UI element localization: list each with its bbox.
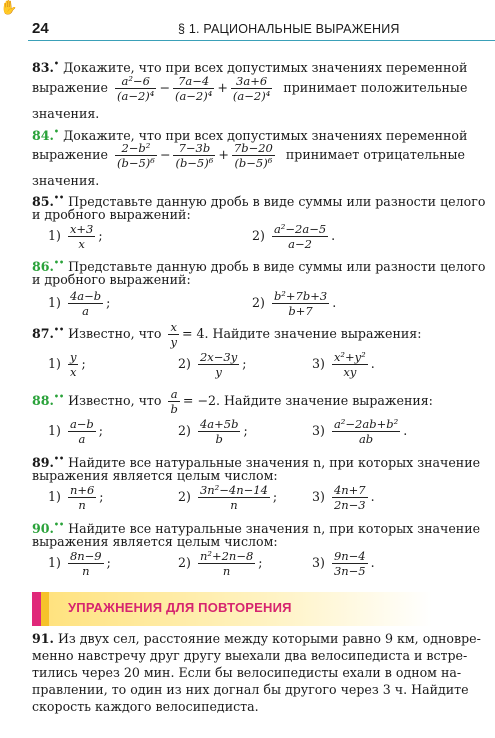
fraction: $\frac{7a-4}{\text{(a−2)⁴}}$ xyxy=(174,74,213,103)
banner-title: УПРАЖНЕНИЯ ДЛЯ ПОВТОРЕНИЯ xyxy=(68,600,292,615)
problem-86-line2: и дробного выражений: xyxy=(32,272,191,287)
problem-85: 85.•• Представьте данную дробь в виде суммы или разности целого xyxy=(32,192,486,209)
problem-89-line2: выражения является целым числом: xyxy=(32,468,278,483)
option: 2) $\frac{\text{n²+2n−8}}{n}$ ; xyxy=(178,549,263,578)
problem-88: 88.•• Известно, что $\frac{a}{b}$ = −2. Найдите значение выражения: xyxy=(32,387,433,416)
option: 3) $\frac{\text{a²−2ab+b²}}{ab}$ . xyxy=(312,417,408,446)
banner-accent xyxy=(32,592,41,626)
option: 2) $\frac{\text{a²−2a−5}}{a-2}$ . xyxy=(252,222,336,251)
problem-87: 87.•• Известно, что $\frac{x}{y}$ = 4. Найдите значение выражения: xyxy=(32,320,422,349)
fraction: $\frac{3a+6}{\text{(a−2)⁴}}$ xyxy=(232,74,271,103)
page-header xyxy=(28,0,495,40)
problem-83: 83.• Докажите, что при всех допустимых значениях переменной xyxy=(32,58,468,75)
option: 3) $\frac{4n+7}{2n-3}$ . xyxy=(312,483,375,512)
problem-90: 90.•• Найдите все натуральные значения n, при которых значение xyxy=(32,519,481,536)
option: 1) $\frac{a-b}{a}$ ; xyxy=(48,417,104,446)
header-divider xyxy=(28,40,495,41)
banner-accent xyxy=(41,592,49,626)
problem-90-line2: выражения является целым числом: xyxy=(32,534,278,549)
problem-89: 89.•• Найдите все натуральные значения n, при которых значение xyxy=(32,453,481,470)
hand-icon: ✋ xyxy=(0,0,18,16)
section-title: § 1. РАЦИОНАЛЬНЫЕ ВЫРАЖЕНИЯ xyxy=(178,22,400,36)
problem-85-line2: и дробного выражений: xyxy=(32,207,191,222)
problem-86: 86.•• Представьте данную дробь в виде суммы или разности целого xyxy=(32,257,486,274)
option: 3) $\frac{\text{x²+y²}}{xy}$ . xyxy=(312,350,375,379)
section-banner xyxy=(32,592,432,626)
fraction: $\frac{7-3b}{\text{(b−5)⁶}}$ xyxy=(175,141,214,170)
problem-83-expr: выражение $\frac{\text{a²−6}}{\text{(a−2)⁴}}$ − $\frac{7a-4}{\text{(a−2)⁴}}$ + $\frac{3a+6}{\text{(a−2)⁴}}$ принимает положительные xyxy=(32,74,468,103)
option: 3) $\frac{9n-4}{3n-5}$ . xyxy=(312,549,375,578)
fraction: $\frac{7b-20}{\text{(b−5)⁶}}$ xyxy=(233,141,273,170)
fraction: $\frac{\text{a²−6}}{\text{(a−2)⁴}}$ xyxy=(116,74,155,103)
option: 2) $\frac{2x-3y}{y}$ ; xyxy=(178,350,247,379)
problem-84-end: значения. xyxy=(32,173,100,188)
option: 2) $\frac{\text{3n²−4n−14}}{n}$ ; xyxy=(178,483,278,512)
option: 1) $\frac{x+3}{x}$ ; xyxy=(48,222,103,251)
option: 1) $\frac{8n-9}{n}$ ; xyxy=(48,549,111,578)
problem-84: 84.• Докажите, что при всех допустимых значениях переменной xyxy=(32,126,468,143)
option: 2) $\frac{\text{b²+7b+3}}{b+7}$ . xyxy=(252,289,337,318)
problem-84-expr: выражение $\frac{\text{2−b²}}{\text{(b−5)⁶}}$ − $\frac{7-3b}{\text{(b−5)⁶}}$ + $\frac{7b-20}{\text{(b−5)⁶}}$ принимает отрицательные xyxy=(32,141,466,170)
option: 1) $\frac{y}{x}$ ; xyxy=(48,350,86,379)
page-number: 24 xyxy=(32,20,49,37)
fraction: $\frac{\text{2−b²}}{\text{(b−5)⁶}}$ xyxy=(116,141,155,170)
problem-83-end: значения. xyxy=(32,106,100,121)
option: 1) $\frac{n+6}{n}$ ; xyxy=(48,483,104,512)
problem-91: 91. Из двух сел, расстояние между которыми равно 9 км, одновре- менно навстречу друг другу выехали два велосипедиста и встре- тились через 20 мин. Если бы велосипедисты ехали в одном на- правлении, то один из них догнал бы другого через 3 ч. Найдите скорость каждого велосипедиста. xyxy=(32,631,481,714)
option: 2) $\frac{4a+5b}{b}$ ; xyxy=(178,417,248,446)
option: 1) $\frac{4a-b}{a}$ ; xyxy=(48,289,111,318)
